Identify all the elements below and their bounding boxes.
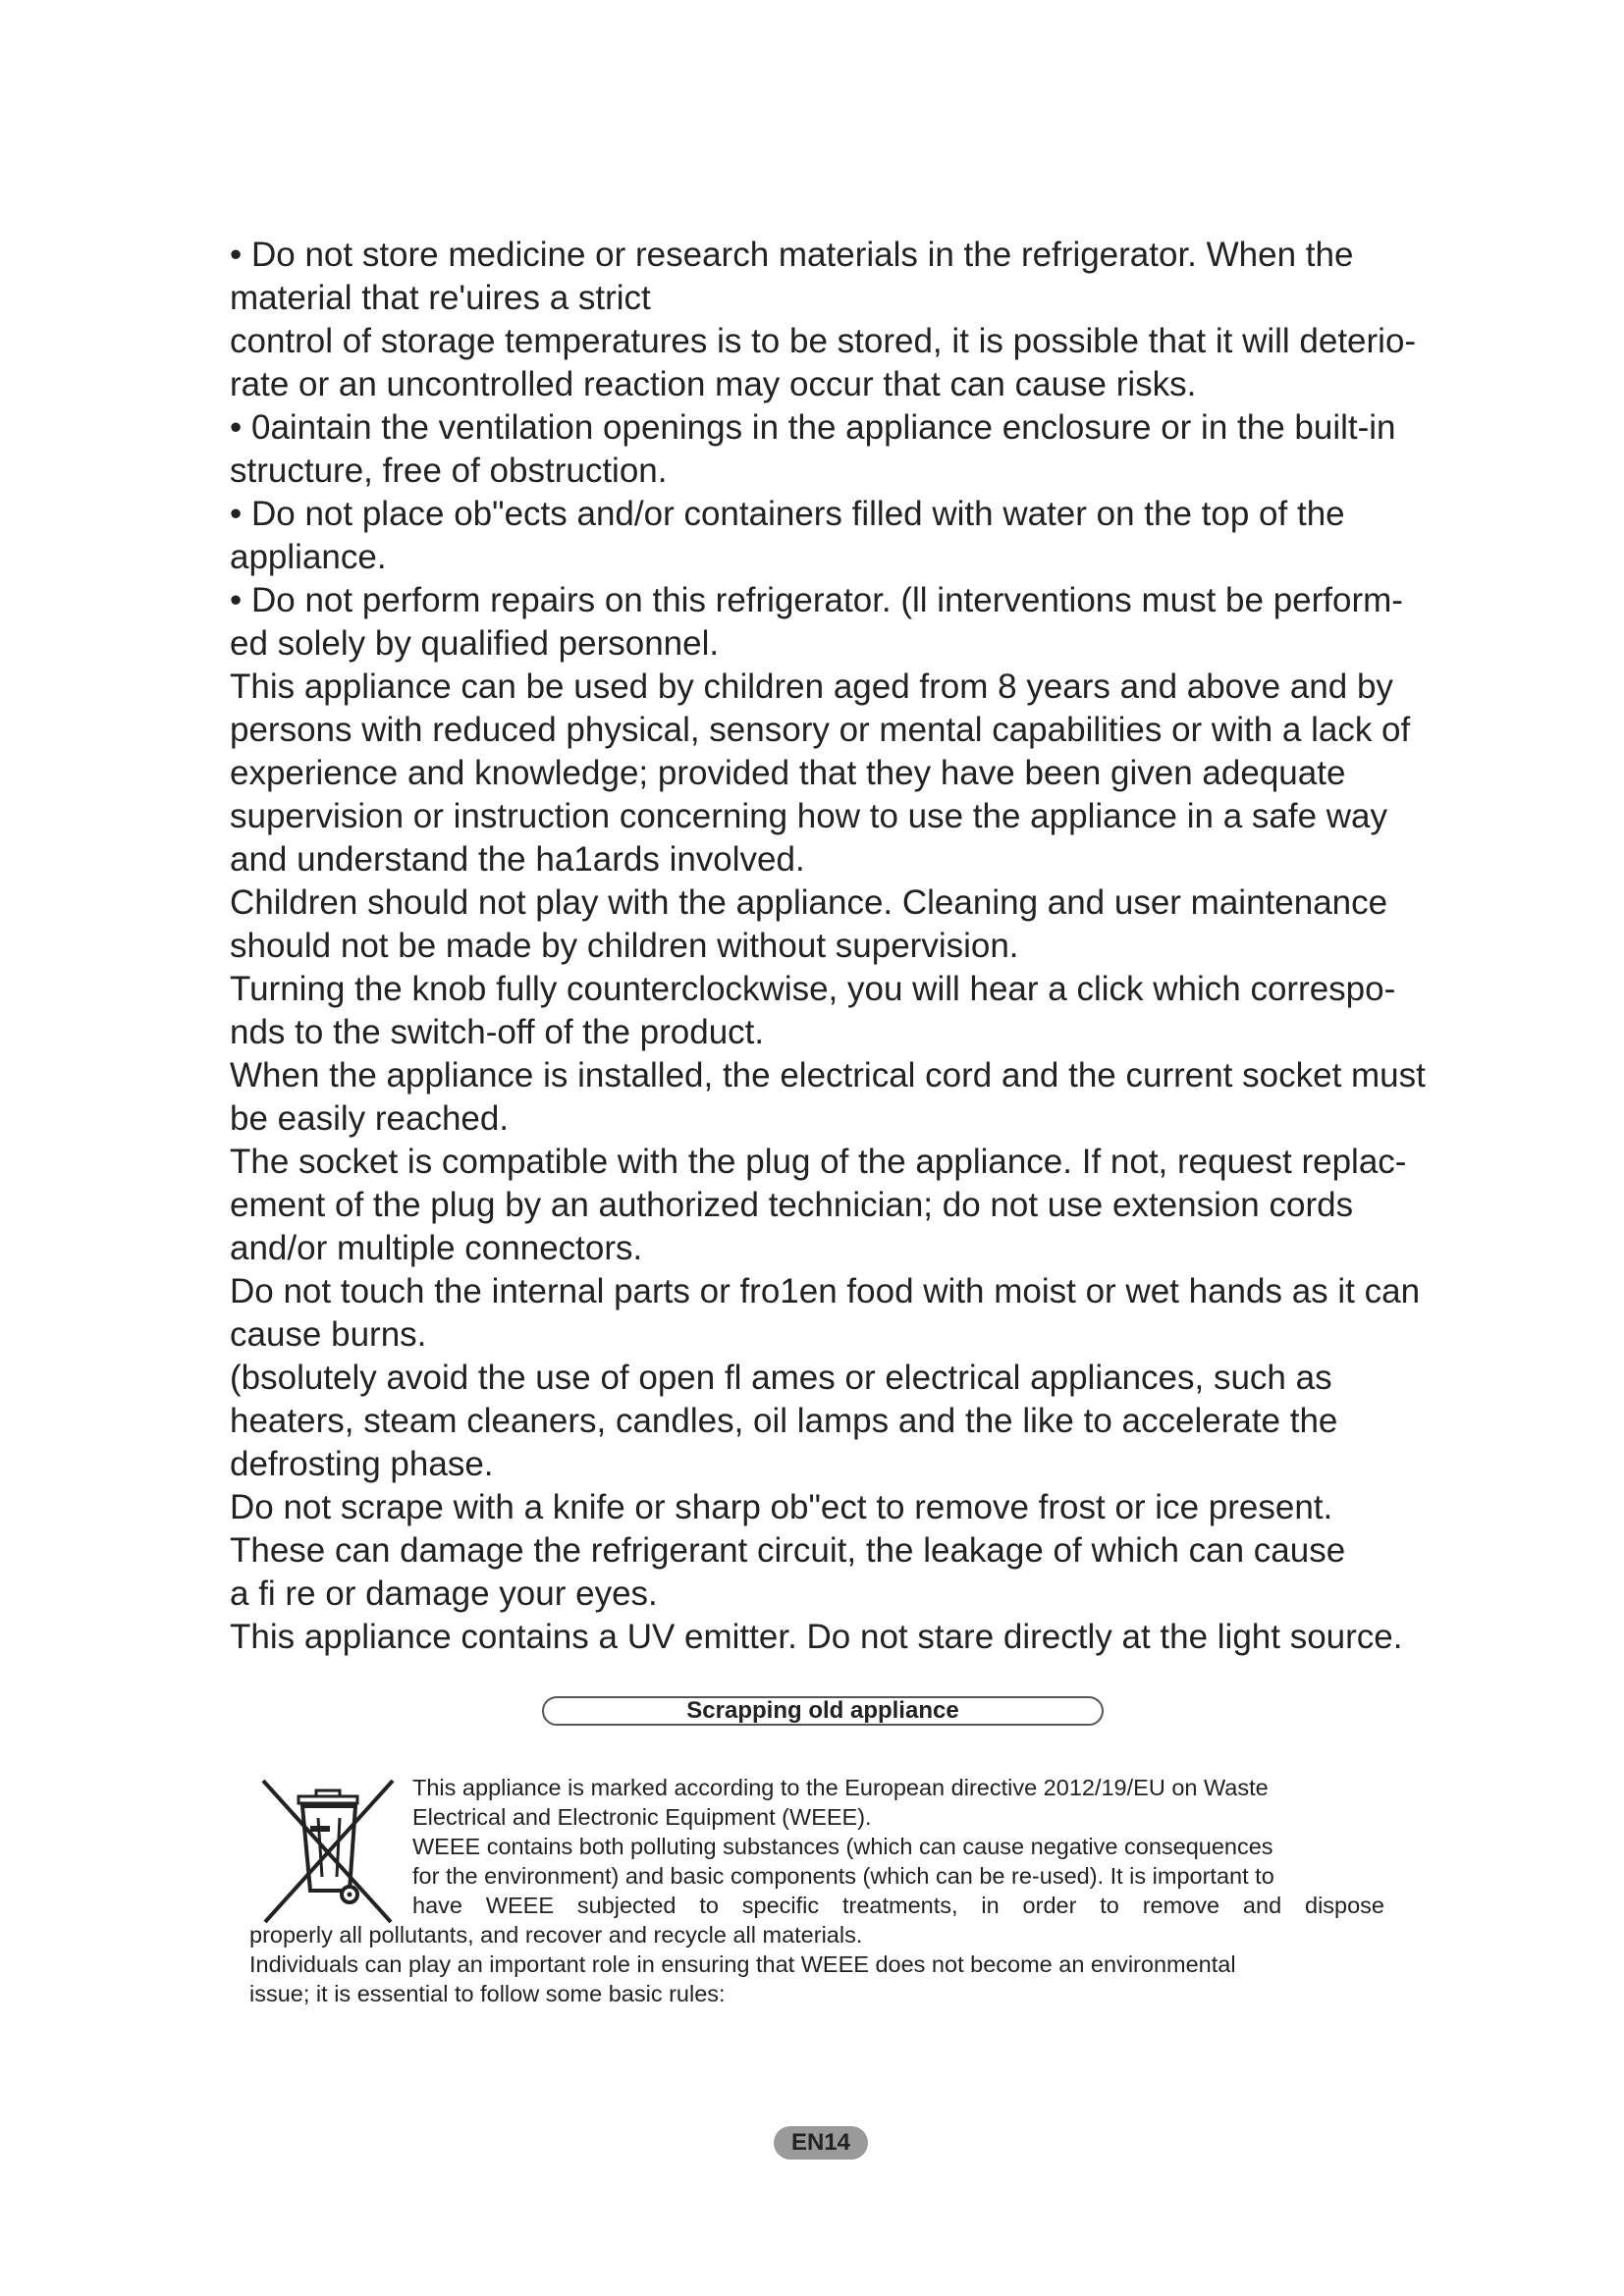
text-line: • Do not store medicine or research materials in the refrigerator. When the — [230, 236, 1354, 274]
text-line: be easily reached. — [230, 1099, 510, 1138]
text-line: This appliance contains a UV emitter. Do not stare directly at the light source. — [230, 1618, 1403, 1656]
text-line: Do not scrape with a knife or sharp ob"ect to remove frost or ice present. — [230, 1488, 1333, 1526]
text-line: and/or multiple connectors. — [230, 1229, 643, 1267]
text-line: ement of the plug by an authorized technician; do not use extension cords — [230, 1186, 1354, 1224]
weee-text-indented — [412, 1773, 1384, 1920]
safety-instructions — [230, 234, 1426, 1659]
scrapping-section-header: Scrapping old appliance — [542, 1696, 1104, 1726]
page-number-badge: EN14 — [774, 2126, 868, 2160]
text-line: experience and knowledge; provided that they have been given adequate — [230, 754, 1346, 792]
text-line: and understand the ha1ards involved. — [230, 840, 805, 879]
text-line: (bsolutely avoid the use of open fl ames or electrical appliances, such as — [230, 1359, 1332, 1397]
text-line: These can damage the refrigerant circuit, the leakage of which can cause — [230, 1531, 1346, 1570]
text-line: ed solely by qualified personnel. — [230, 624, 720, 663]
text-line: rate or an uncontrolled reaction may occur that can cause risks. — [230, 365, 1197, 403]
text-line: Do not touch the internal parts or fro1en food with moist or wet hands as it can — [230, 1272, 1421, 1310]
text-line: material that re'uires a strict — [230, 279, 651, 317]
text-line: When the appliance is installed, the electrical cord and the current socket must — [230, 1056, 1426, 1095]
text-line: • Do not place ob"ects and/or containers filled with water on the top of the — [230, 495, 1345, 533]
text-line: Turning the knob fully counterclockwise, you will hear a click which correspo- — [230, 970, 1396, 1008]
text-line: should not be made by children without supervision. — [230, 927, 1019, 965]
text-line: appliance. — [230, 538, 387, 576]
text-line: a fi re or damage your eyes. — [230, 1575, 658, 1613]
text-line: have WEEE subjected to specific treatments, in order to remove and dispose — [412, 1893, 1384, 1918]
text-line: nds to the switch-off of the product. — [230, 1013, 765, 1051]
text-line: • Do not perform repairs on this refrigerator. (ll interventions must be perform- — [230, 581, 1403, 619]
text-line: Children should not play with the appliance. Cleaning and user maintenance — [230, 883, 1388, 922]
text-line: • 0aintain the ventilation openings in the appliance enclosure or in the built-in — [230, 408, 1396, 447]
weee-text-full — [249, 1920, 1388, 2008]
text-line: defrosting phase. — [230, 1445, 494, 1483]
text-line: persons with reduced physical, sensory or mental capabilities or with a lack of — [230, 711, 1411, 749]
text-line: The socket is compatible with the plug of the appliance. If not, request replac- — [230, 1143, 1407, 1181]
text-line: issue; it is essential to follow some basic rules: — [249, 1981, 726, 2006]
text-line: This appliance is marked according to the European directive 2012/19/EU on Waste — [412, 1775, 1269, 1800]
text-line: control of storage temperatures is to be stored, it is possible that it will deterio- — [230, 322, 1417, 360]
text-line: properly all pollutants, and recover and recycle all materials. — [249, 1922, 863, 1948]
text-line: supervision or instruction concerning how to use the appliance in a safe way — [230, 797, 1388, 835]
text-line: Electrical and Electronic Equipment (WEEE). — [412, 1804, 872, 1830]
text-line: for the environment) and basic components (which can be re-used). It is important to — [412, 1863, 1274, 1889]
text-line: Individuals can play an important role in ensuring that WEEE does not become an environmental — [249, 1951, 1236, 1977]
text-line: cause burns. — [230, 1315, 427, 1354]
crossed-out-wheelie-bin-icon — [253, 1775, 403, 1932]
text-line: structure, free of obstruction. — [230, 452, 668, 490]
text-line: WEEE contains both polluting substances (which can cause negative consequences — [412, 1834, 1273, 1859]
text-line: heaters, steam cleaners, candles, oil lamps and the like to accelerate the — [230, 1402, 1338, 1440]
text-line: This appliance can be used by children aged from 8 years and above and by — [230, 667, 1393, 706]
